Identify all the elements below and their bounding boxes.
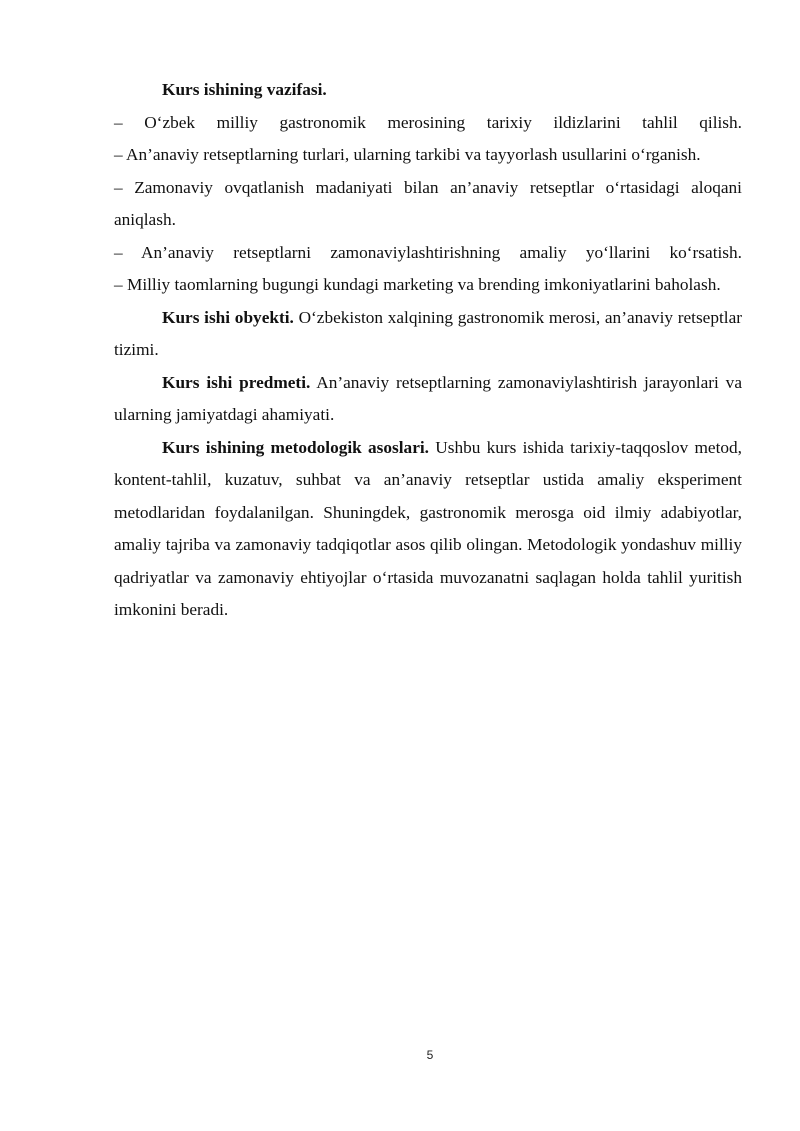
object-label: Kurs ishi obyekti. [162,307,294,327]
subject-label: Kurs ishi predmeti. [162,372,311,392]
page-body [114,74,742,627]
subject-paragraph [114,367,742,432]
tasks-heading: Kurs ishining vazifasi. [162,80,327,99]
task-item-2: – An’anaviy retseptlarning turlari, ularning tarkibi va tayyorlash usullarini o‘rganish. [114,145,701,164]
object-text: O‘zbekiston xalqining gastronomik merosi, an’anaviy retseptlar tizimi. [114,307,743,359]
task-item-3: – Zamonaviy ovqatlanish madaniyati bilan an’anaviy retseptlar o‘rtasidagi aloqani aniqlash. [114,177,742,229]
methodology-paragraph [114,432,742,627]
task-item-1: – O‘zbek milliy gastronomik merosining tarixiy ildizlarini tahlil qilish. [114,112,742,132]
page-number: 5 [426,1048,434,1062]
object-paragraph [114,302,742,367]
methodology-label: Kurs ishining metodologik asoslari. [162,437,429,457]
task-item-4: – An’anaviy retseptlarni zamonaviylashtirishning amaliy yo‘llarini ko‘rsatish. [114,242,742,262]
methodology-text: Ushbu kurs ishida tarixiy-taqqoslov metod, kontent-tahlil, kuzatuv, suhbat va an’anaviy retseptlar ustida amaliy eksperiment metodlaridan foydalanilgan. Shuningdek, gastronomik merosga oid ilmiy adabiyotlar, amaliy tajriba va zamonaviy tadqiqotlar asos qilib olingan. Metodologik yondashuv milliy qadriyatlar va zamonaviy ehtiyojlar o‘rtasida muvozanatni saqlagan holda tahlil yuritish imkonini beradi. [114,437,742,619]
task-item-5: – Milliy taomlarning bugungi kundagi marketing va brending imkoniyatlarini baholash. [114,275,721,294]
subject-text: An’anaviy retseptlarning zamonaviylashtirish jarayonlari va ularning jamiyatdagi ahamiyati. [114,372,742,424]
